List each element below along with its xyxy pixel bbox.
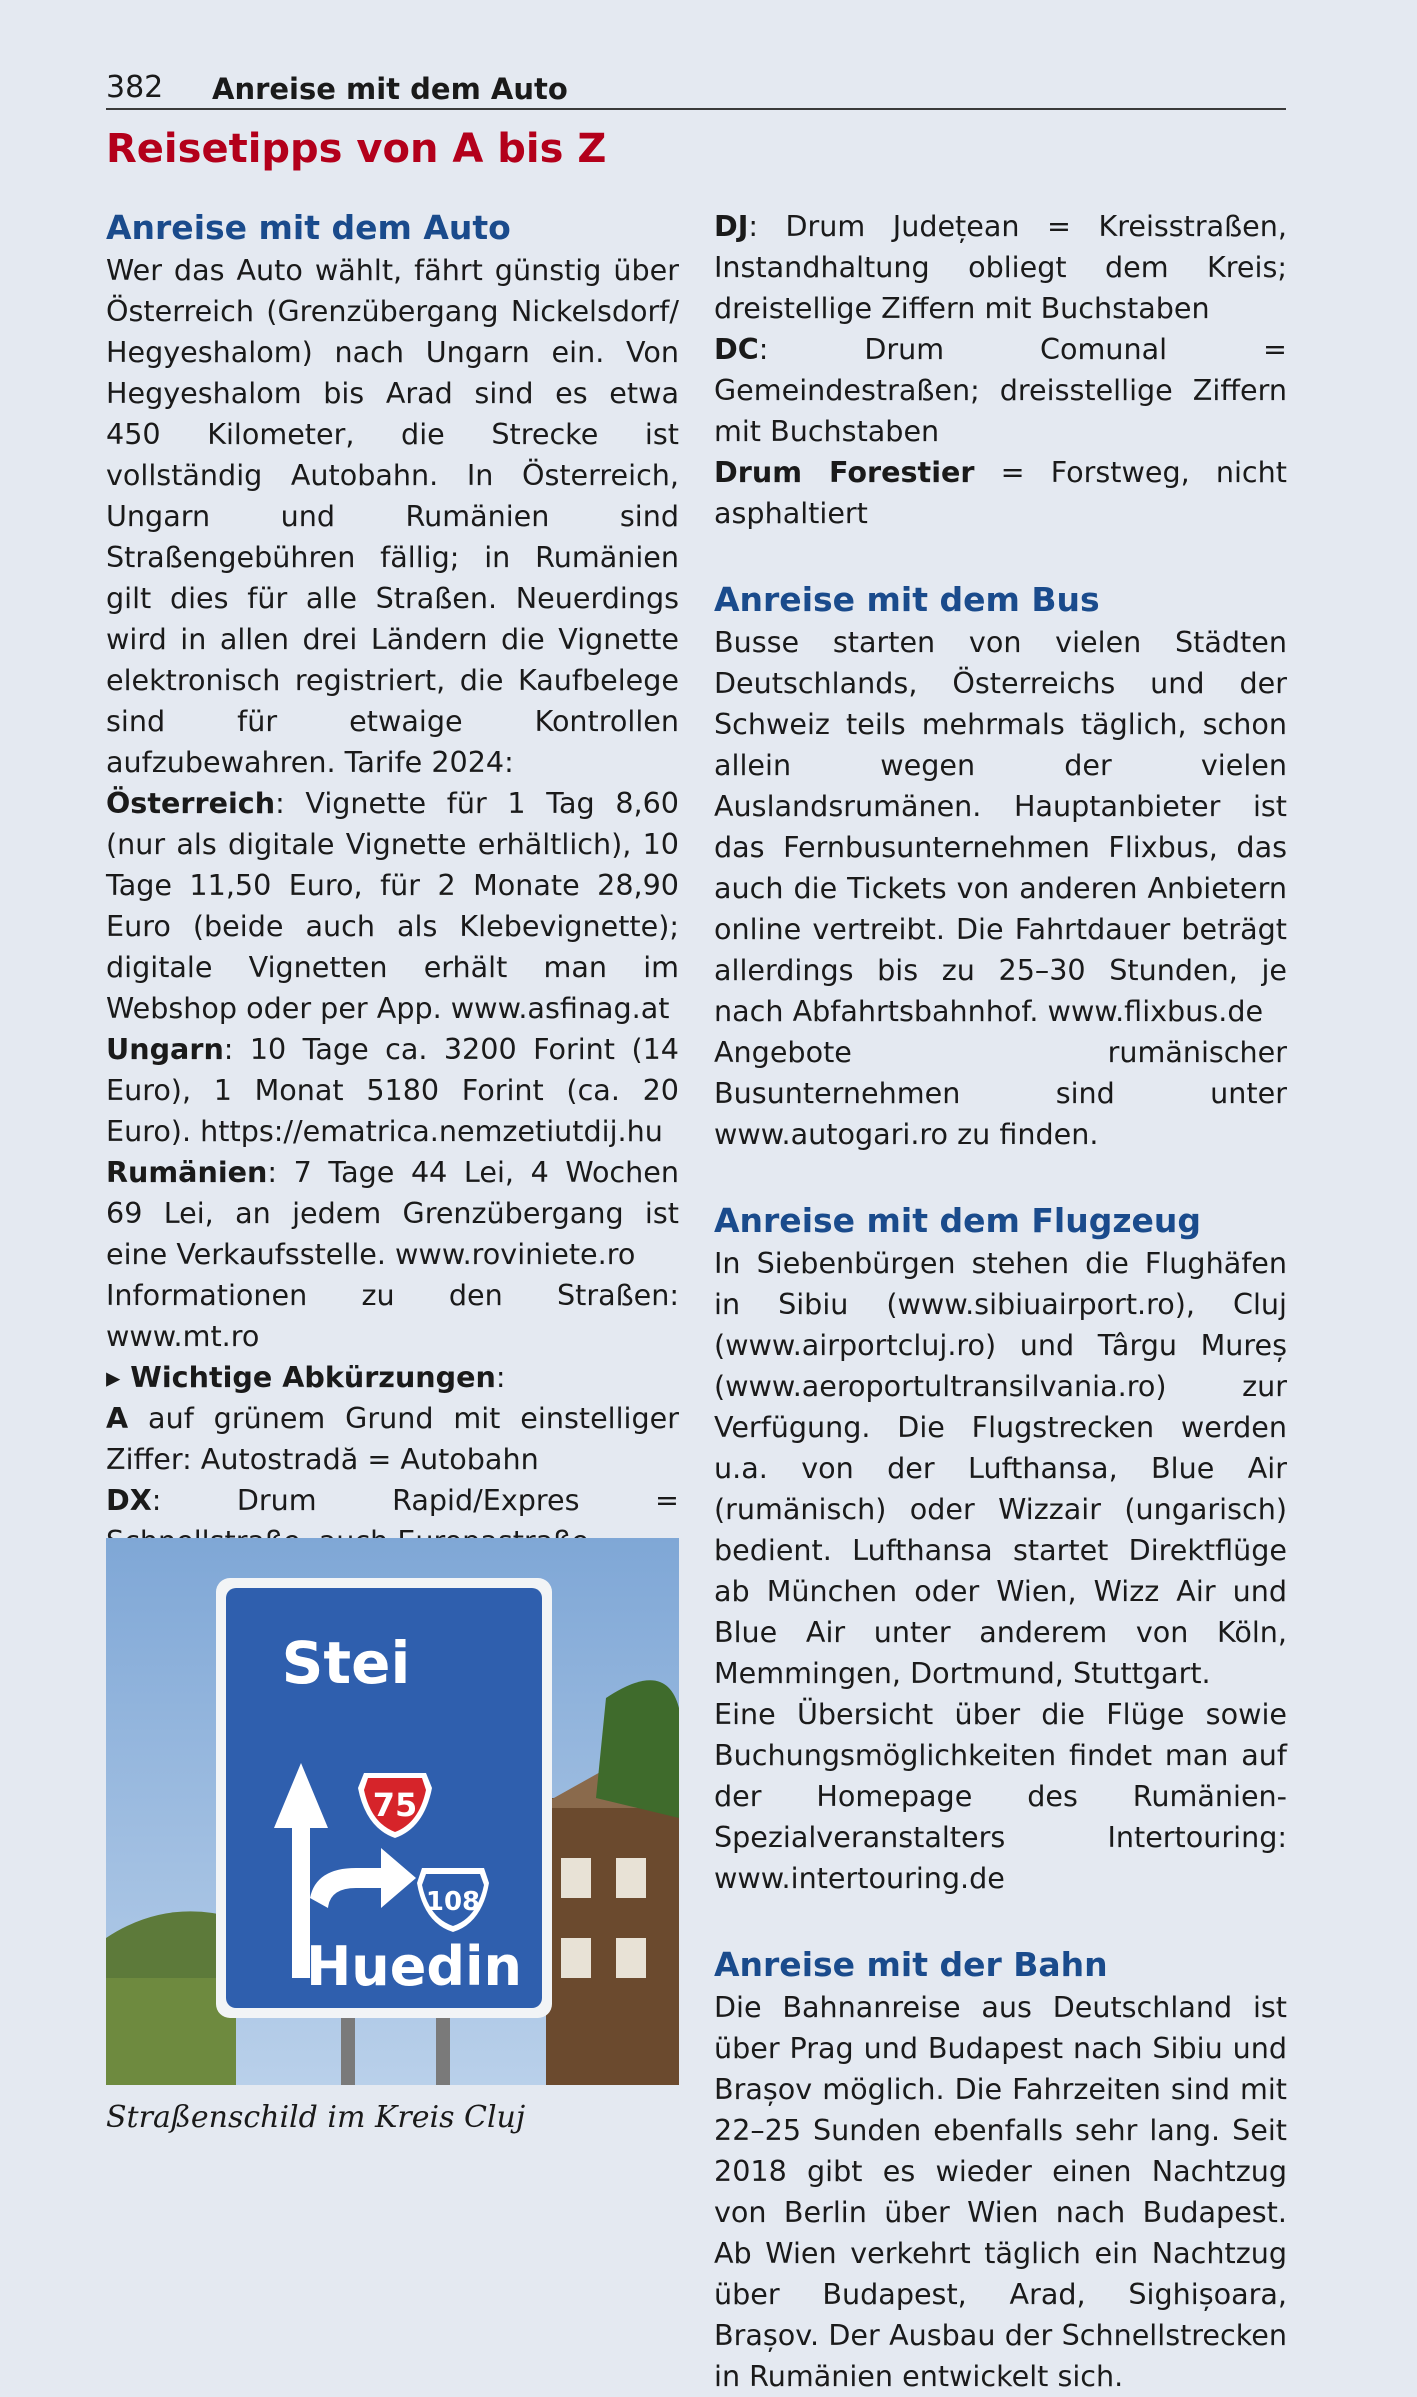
abk-a	[106, 1398, 679, 1480]
sign-shield-red: 75	[372, 1786, 418, 1824]
strassen-info: Informationen zu den Straßen: www.mt.ro	[106, 1278, 679, 1353]
chapter-title: Reisetipps von A bis Z	[106, 126, 607, 172]
flug-paragraph: In Siebenbürgen stehen die Flughäfen in Sibiu (www.sibiuairport.ro), Cluj (www.airportcluj.ro) und Târgu Mureș (www.aeroportultransilvania.ro) zur Verfügung. Die Flugstrecken werden u.a. von der Lufthansa, Blue Air (rumänisch) oder Wizzair (ungarisch) bedient. Lufthansa startet Direktflüge ab München oder Wien, Wizz Air und Blue Air unter anderem von Köln, Memmingen, Dortmund, Stuttgart.	[714, 1246, 1287, 1690]
abkuerzungen-colon: :	[495, 1360, 506, 1394]
ungarn-label: Ungarn	[106, 1032, 224, 1066]
sign-shield-blue: 108	[425, 1887, 481, 1917]
sign-destination-bottom: Huedin	[306, 1935, 522, 1998]
section-heading-auto: Anreise mit dem Auto	[106, 208, 511, 247]
rumaenien-text: : 7 Tage 44 Lei, 4 Wochen 69 Lei, an jedem Grenzübergang ist eine Verkaufsstelle. www.roviniete.ro	[106, 1155, 679, 1271]
oesterreich-paragraph	[106, 783, 679, 1029]
flug-paragraph-2: Eine Übersicht über die Flüge sowie Buchungsmöglichkeiten findet man auf der Homepage des Rumänien-Spezialveranstalters Intertouring: www.intertouring.de	[714, 1697, 1287, 1895]
abk-dj-text: : Drum Județean = Kreisstraßen, Instandhaltung obliegt dem Kreis; dreistellige Ziffern mit Buchstaben	[714, 209, 1287, 325]
section-heading-flug: Anreise mit dem Flugzeug	[714, 1201, 1202, 1240]
road-sign-photo	[106, 1538, 679, 2085]
oesterreich-label: Österreich	[106, 786, 276, 820]
sign-destination-top: Stei	[281, 1629, 411, 1697]
right-column	[714, 206, 1287, 2397]
abkuerzungen-heading	[106, 1357, 679, 1398]
abk-df-text: = Forstweg, nicht asphaltiert	[714, 455, 1287, 530]
abk-dc	[714, 329, 1287, 452]
ungarn-text: : 10 Tage ca. 3200 Forint (14 Euro), 1 Monat 5180 Forint (ca. 20 Euro). https://ematrica.nemzetiutdij.hu	[106, 1032, 679, 1148]
bus-paragraph-2: Angebote rumänischer Busunternehmen sind unter www.autogari.ro zu finden.	[714, 1035, 1287, 1151]
abk-dc-text: : Drum Comunal = Gemeindestraßen; dreisstellige Ziffern mit Buchstaben	[714, 332, 1287, 448]
abk-dc-label: DC	[714, 332, 759, 366]
abk-dx-label: DX	[106, 1483, 152, 1517]
page-header	[106, 66, 1286, 110]
abk-drum-forestier	[714, 452, 1287, 534]
rumaenien-paragraph	[106, 1152, 679, 1275]
bahn-paragraph: Die Bahnanreise aus Deutschland ist über Prag und Budapest nach Sibiu und Brașov möglich. Die Fahrzeiten sind mit 22–25 Sunden ebenfalls sehr lang. Seit 2018 gibt es wieder einen Nachtzug von Berlin über Wien nach Budapest. Ab Wien verkehrt täglich ein Nachtzug über Budapest, Arad, Sighișoara, Brașov. Der Ausbau der Schnellstrecken in Rumänien entwickelt sich.	[714, 1990, 1287, 2393]
abk-a-text: auf grünem Grund mit einstelliger Ziffer: Autostradă = Autobahn	[106, 1401, 679, 1476]
section-heading-bus: Anreise mit dem Bus	[714, 580, 1100, 619]
abk-dj-label: DJ	[714, 209, 749, 243]
rumaenien-label: Rumänien	[106, 1155, 268, 1189]
section-spacer	[714, 534, 1287, 578]
section-heading-bahn: Anreise mit der Bahn	[714, 1945, 1108, 1984]
ungarn-paragraph	[106, 1029, 679, 1152]
oesterreich-text: : Vignette für 1 Tag 8,60 (nur als digitale Vignette erhältlich), 10 Tage 11,50 Euro, für 2 Monate 28,90 Euro (beide auch als Klebevignette); digitale Vignetten erhält man im Webshop oder per App. www.asfinag.at	[106, 786, 679, 1025]
running-head: Anreise mit dem Auto	[212, 72, 568, 106]
auto-intro-paragraph: Wer das Auto wählt, fährt günstig über Österreich (Grenzübergang Nickelsdorf/ Hegyeshalom) nach Ungarn ein. Von Hegyeshalom bis Arad sind es etwa 450 Kilometer, die Strecke ist vollständig Autobahn. In Österreich, Ungarn und Rumänien sind Straßengebühren fällig; in Rumänien gilt dies für alle Straßen. Neuerdings wird in allen drei Ländern die Vignette elektronisch registriert, die Kaufbelege sind für etwaige Kontrollen aufzubewahren. Tarife 2024:	[106, 253, 679, 779]
abk-dx-text: : Drum Rapid/Expres =	[151, 1483, 679, 1517]
section-spacer	[714, 1899, 1287, 1943]
abk-df-label: Drum Forestier	[714, 455, 975, 489]
page-number: 382	[106, 70, 164, 105]
abk-a-label: A	[106, 1401, 129, 1435]
road-sign-illustration	[106, 1538, 679, 2085]
photo-caption: Straßenschild im Kreis Cluj	[106, 2100, 526, 2135]
abk-dj	[714, 206, 1287, 329]
bus-paragraph: Busse starten von vielen Städten Deutschlands, Österreichs und der Schweiz teils mehrmals täglich, schon allein wegen der vielen Auslandsrumänen. Hauptanbieter ist das Fernbusunternehmen Flixbus, das auch die Tickets von anderen Anbietern online vertreibt. Die Fahrtdauer beträgt allerdings bis zu 25–30 Stunden, je nach Abfahrtsbahnhof. www.flixbus.de	[714, 625, 1287, 1028]
section-spacer	[714, 1155, 1287, 1199]
abkuerzungen-label: ▸ Wichtige Abkürzungen	[106, 1360, 496, 1394]
left-column	[106, 206, 679, 1644]
